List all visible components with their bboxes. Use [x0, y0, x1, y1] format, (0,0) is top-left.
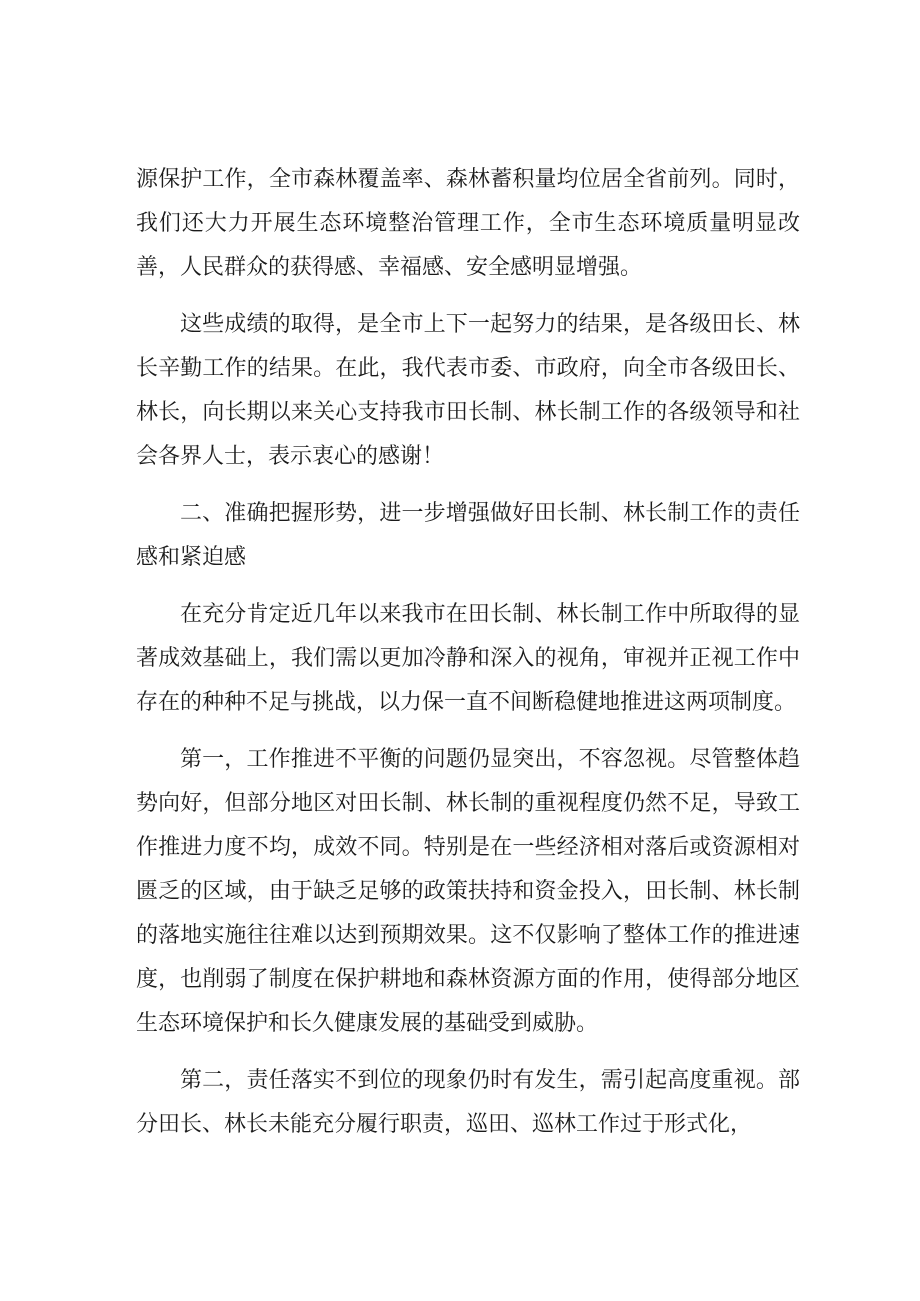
- paragraph-first-issue: 第一，工作推进不平衡的问题仍显突出，不容忽视。尽管整体趋势向好，但部分地区对田长制、林长制的重视程度仍然不足，导致工作推进力度不均，成效不同。特别是在一些经济相对落后或资源相对匮乏的区域，由于缺乏足够的政策扶持和资金投入，田长制、林长制的落地实施往往难以达到预期效果。这不仅影响了整体工作的推进速度，也削弱了制度在保护耕地和森林资源方面的作用，使得部分地区生态环境保护和长久健康发展的基础受到威胁。: [136, 747, 800, 1036]
- paragraph-intro-challenges: 在充分肯定近几年以来我市在田长制、林长制工作中所取得的显著成效基础上，我们需以更加冷静和深入的视角，审视并正视工作中存在的种种不足与挑战，以力保一直不间断稳健地推进这两项制度。: [136, 602, 800, 715]
- document-body: [136, 158, 800, 1160]
- paragraph-thanks: 这些成绩的取得，是全市上下一起努力的结果，是各级田长、林长辛勤工作的结果。在此，我代表市委、市政府，向全市各级田长、林长，向长期以来关心支持我市田长制、林长制工作的各级领导和社会各界人士，表示衷心的感谢！: [136, 312, 800, 469]
- paragraph-continuation: 源保护工作，全市森林覆盖率、森林蓄积量均位居全省前列。同时，我们还大力开展生态环境整治管理工作，全市生态环境质量明显改善，人民群众的获得感、幸福感、安全感明显增强。: [136, 167, 800, 280]
- paragraph-second-issue: 第二，责任落实不到位的现象仍时有发生，需引起高度重视。部分田长、林长未能充分履行职责，巡田、巡林工作过于形式化，: [136, 1068, 800, 1137]
- section-heading-2: 二、准确把握形势，进一步增强做好田长制、林长制工作的责任感和紧迫感: [136, 501, 800, 570]
